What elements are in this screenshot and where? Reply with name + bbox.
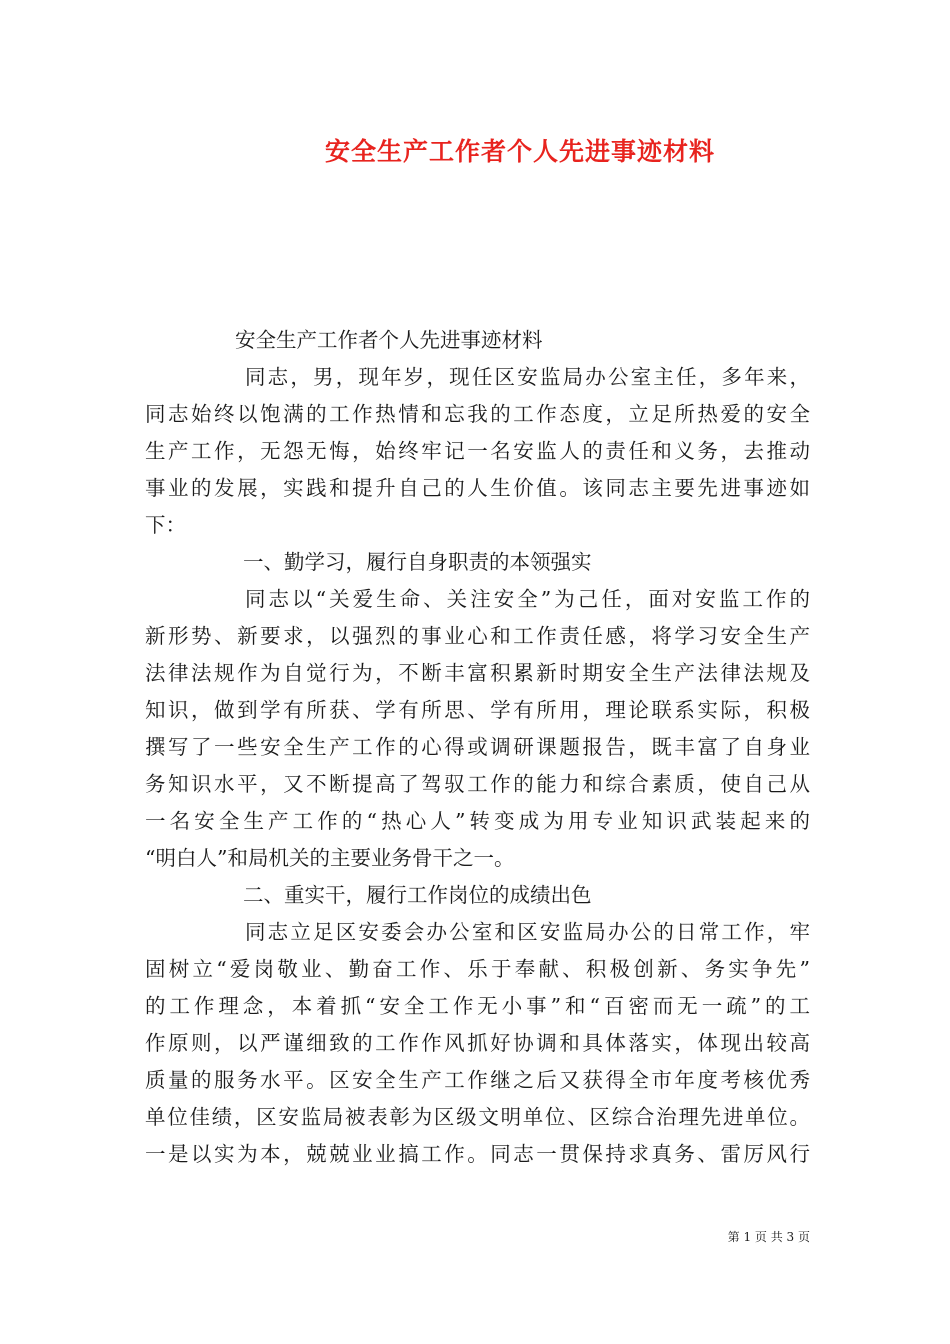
paragraph-line: 同志以“关爱生命、关注安全”为己任，面对安监工作的 [245,587,810,611]
paragraph-line: 知识，做到学有所获、学有所思、学有所用，理论联系实际，积极 [145,698,810,722]
paragraph-line: “明白人”和局机关的主要业务骨干之一。 [145,846,515,870]
subtitle-line: 安全生产工作者个人先进事迹材料 [235,328,543,352]
paragraph-line: 固树立“爱岗敬业、勤奋工作、乐于奉献、积极创新、务实争先” [145,957,810,981]
paragraph-line: 务知识水平，又不断提高了驾驭工作的能力和综合素质，使自己从 [145,772,810,796]
paragraph-line: 一是以实为本，兢兢业业搞工作。同志一贯保持求真务、雷厉风行 [145,1142,810,1166]
paragraph-line: 质量的服务水平。区安全生产工作继之后又获得全市年度考核优秀 [145,1068,810,1092]
paragraph-line: 作原则，以严谨细致的工作作风抓好协调和具体落实，体现出较高 [145,1031,810,1055]
paragraph-line: 生产工作，无怨无悔，始终牢记一名安监人的责任和义务，去推动 [145,439,810,463]
paragraph-line: 事业的发展，实践和提升自己的人生价值。该同志主要先进事迹如 [145,476,810,500]
section-heading: 一、勤学习，履行自身职责的本领强实 [243,550,592,574]
paragraph-line: 单位佳绩，区安监局被表彰为区级文明单位、区综合治理先进单位。 [145,1105,810,1129]
section-heading: 二、重实干，履行工作岗位的成绩出色 [243,883,592,907]
paragraph-line: 同志始终以饱满的工作热情和忘我的工作态度，立足所热爱的安全 [145,402,810,426]
paragraph-line: 法律法规作为自觉行为，不断丰富积累新时期安全生产法律法规及 [145,661,810,685]
paragraph-line: 的工作理念，本着抓“安全工作无小事”和“百密而无一疏”的工 [145,994,810,1018]
paragraph-line: 新形势、新要求，以强烈的事业心和工作责任感，将学习安全生产 [145,624,810,648]
paragraph-line: 同志立足区安委会办公室和区安监局办公的日常工作，牢 [245,920,810,944]
page-footer: 第 1 页 共 3 页 [727,1230,810,1244]
document-body [145,322,810,1173]
paragraph-line: 撰写了一些安全生产工作的心得或调研课题报告，既丰富了自身业 [145,735,810,759]
paragraph-line: 同志，男，现年岁，现任区安监局办公室主任，多年来， [245,365,810,389]
page-title: 安全生产工作者个人先进事迹材料 [324,137,715,166]
paragraph-line: 下： [145,513,186,537]
paragraph-line: 一名安全生产工作的“热心人”转变成为用专业知识武装起来的 [145,809,810,833]
